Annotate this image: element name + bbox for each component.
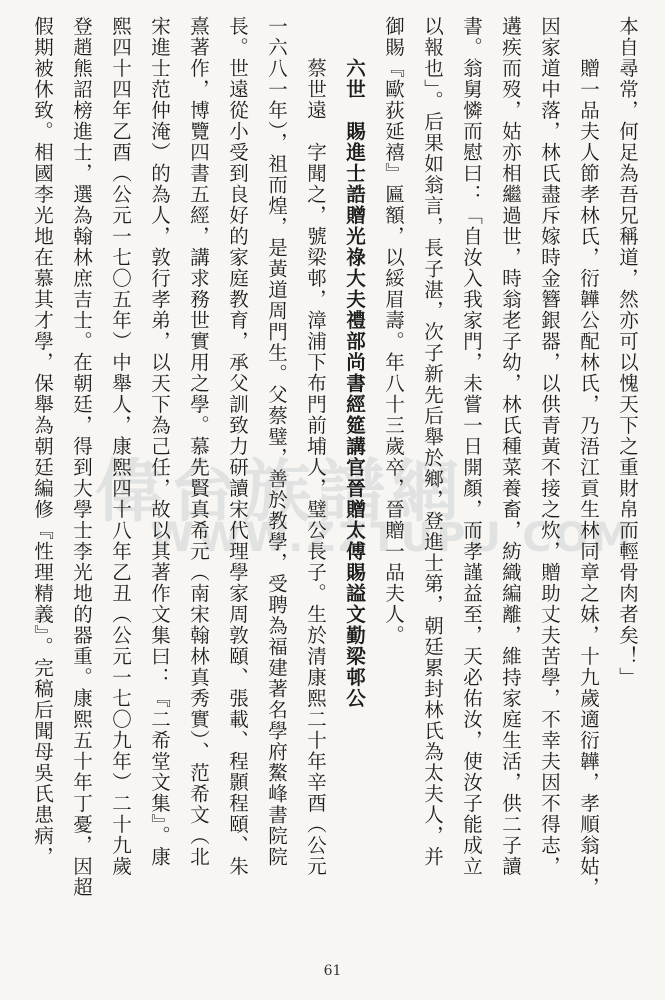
text-column-6: 以報也」。后果如翁言，長子湛，次子新先后舉於鄉，登進士第，朝廷累封林氏為太夫人，并 [421, 16, 444, 868]
text-column-11: 長。世遠從小受到良好的家庭教育，承父訓致力研讀宋代理學家周敦頤、張載、程顥程頤、朱 [226, 16, 249, 877]
section-heading: 六世 賜進士誥贈光祿大夫禮部尚書經筵講官晉贈太傅賜謚文勤梁邨公 [343, 16, 366, 709]
text-column-10: 一六八一年），祖而煌，是黃道周門生。父蔡璧，善於教學，受聘為福建著名學府鰲峰書院院 [265, 16, 288, 868]
watermark-url: WWW.ZZTUPU.COM [150, 515, 635, 561]
text-column-7: 御賜『歐荻延禧』匾額，以綏眉壽。年八十三歲卒，晉贈一品夫人。 [382, 16, 405, 646]
page-number: 61 [323, 963, 342, 979]
text-column-12: 熹著作，博覽四書五經，講求務世實用之學。慕先賢真希元（南宋翰林真秀實）、范希文（北 [187, 16, 210, 868]
watermark: 偉台族譜網 [95, 453, 466, 532]
text-column-2: 贈一品夫人節孝林氏，衍韡公配林氏，乃浯江貢生林同章之妹，十九歲適衍韡，孝順翁姑， [577, 16, 600, 898]
text-column-5: 書。翁舅憐而慰曰：「自汝入我家門，未嘗一日開顏，而孝謹益至，天必佑汝，使汝子能成立 [460, 16, 483, 877]
text-column-13: 宋進士范仲淹）的為人，敦行孝弟，以天下為己任，故以其著作文集曰：『二希堂文集』。康 [148, 16, 171, 868]
text-column-3: 因家道中落，林氏盡斥嫁時金簪銀器，以供青黃不接之炊，贈助丈夫苦學，不幸夫因不得志， [538, 16, 561, 877]
text-column-16: 假期被休致。相國李光地在慕其才學，保舉為朝廷編修『性理精義』。完稿后聞母吳氏患病， [31, 16, 54, 868]
text-column-15: 登趙熊詔榜進士，選為翰林庶吉士。在朝廷，得到大學士李光地的器重。康熙五十年丁憂，因超 [70, 16, 93, 898]
text-column-9: 蔡世遠 字聞之，號梁邨，漳浦下布門前埔人，璧公長子。生於清康熙二十年辛酉（公元 [304, 16, 327, 877]
text-column-4: 遘疾而歿，姑亦相繼過世，時翁老子幼，林氏種菜養畜，紡織編離，維持家庭生活，供二子讀 [499, 16, 522, 877]
text-column-14: 熙四十四年乙酉（公元一七〇五年）中舉人，康熙四十八年乙丑（公元一七〇九年）二十九歲 [109, 16, 132, 877]
text-column-1: 本自尋常，何足為吾兄稱道，然亦可以愧天下之重財帛而輕骨肉者矣！」 [616, 16, 639, 688]
